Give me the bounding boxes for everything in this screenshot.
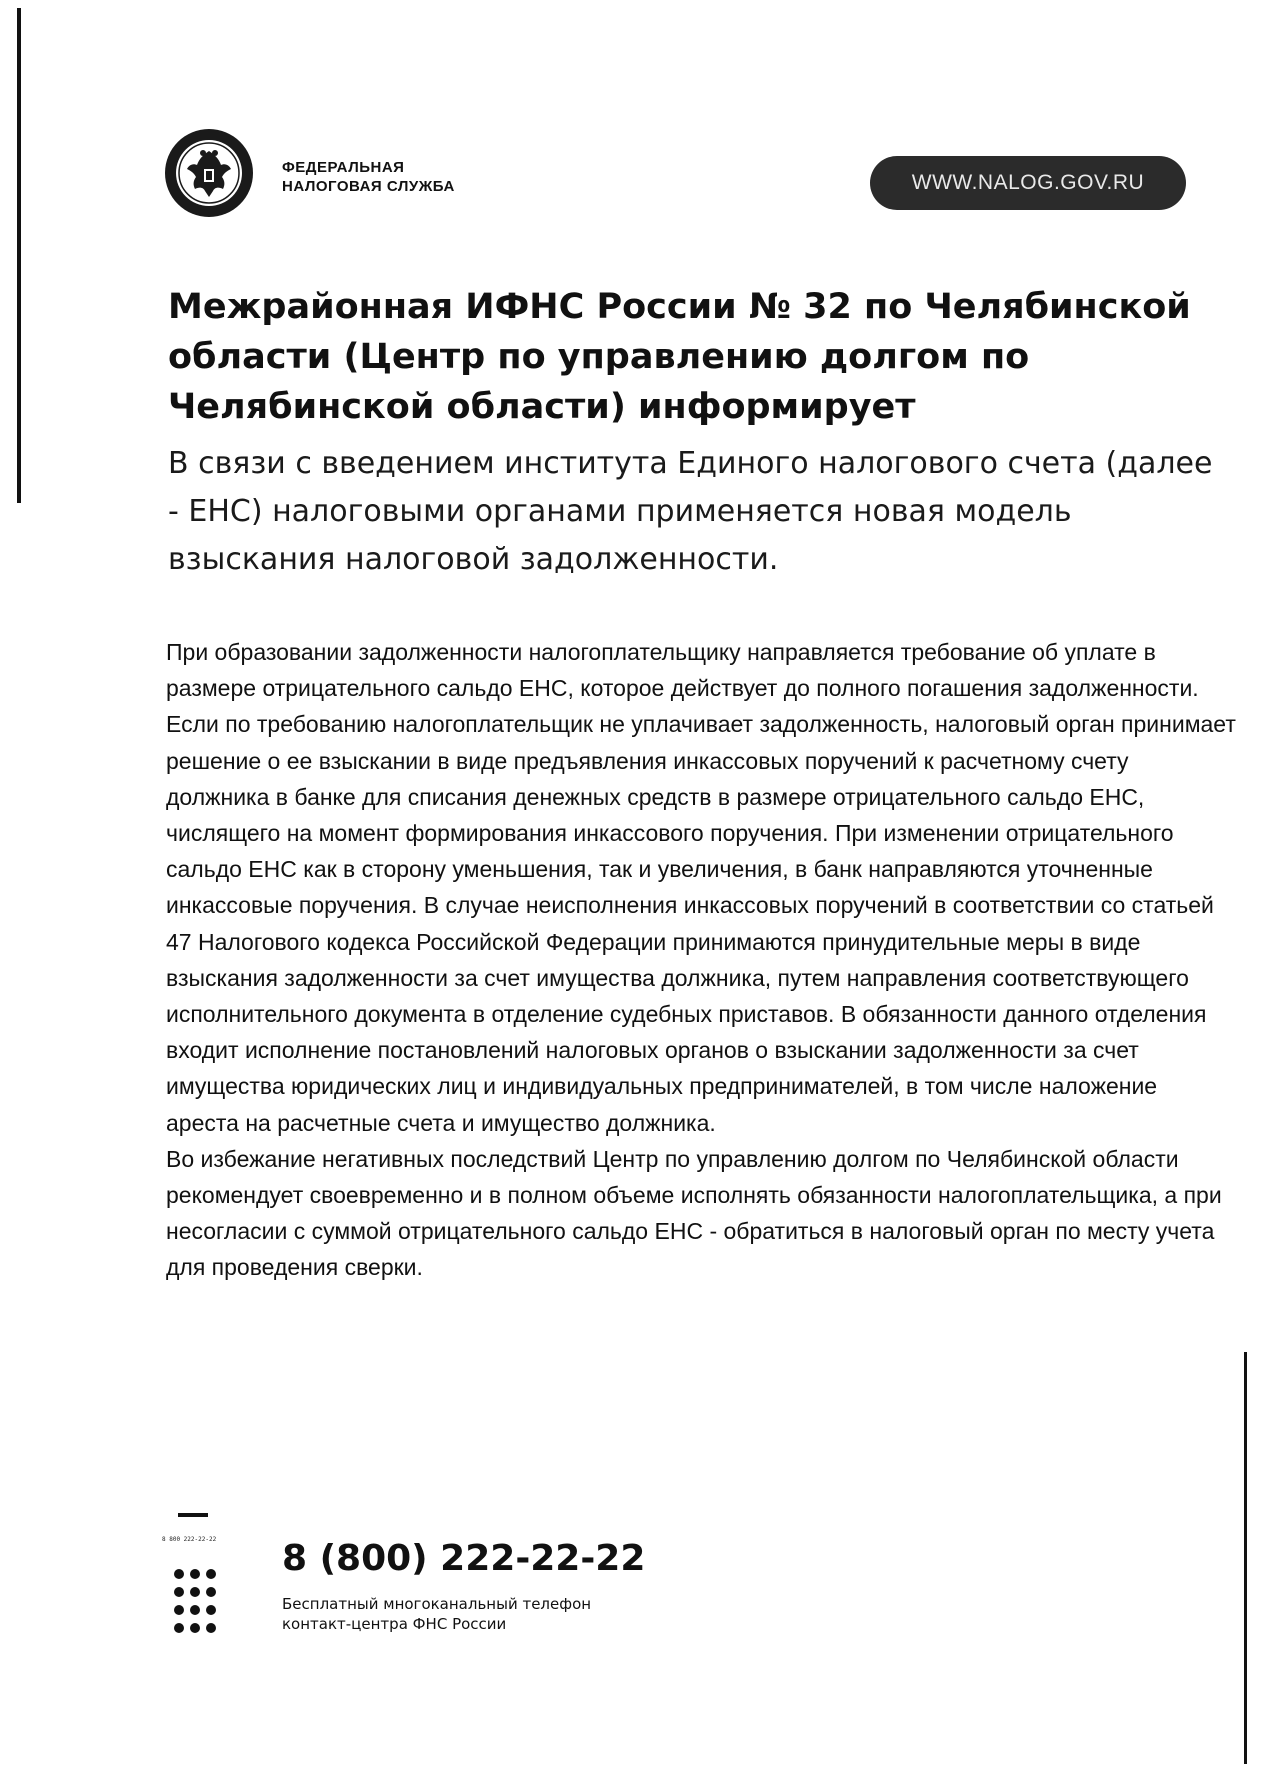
lead-paragraph: В связи с введением института Единого налогового счета (далее - ЕНС) налоговыми органами применяется новая модель взыскания налоговой задолженности. (168, 446, 1213, 577)
org-name-line2: НАЛОГОВАЯ СЛУЖБА (282, 178, 455, 195)
keypad-icon (170, 1566, 220, 1638)
phone-caption-line2: контакт-центра ФНС России (282, 1615, 507, 1633)
contact-phone[interactable]: 8 (800) 222-22-22 (282, 1538, 646, 1579)
website-label: WWW.NALOG.GOV.RU (911, 171, 1145, 194)
tiny-phone-number: 8 800 222-22-22 (162, 1536, 217, 1543)
body-text (166, 634, 1236, 1286)
scan-edge-right (1244, 1352, 1247, 1764)
page-title: Межрайонная ИФНС России № 32 по Челябинской области (Центр по управлению долгом по Челябинской области) информирует (168, 287, 1191, 427)
phone-caption (282, 1594, 591, 1634)
body-paragraph-1: При образовании задолженности налогоплательщику направляется требование об уплате в размере отрицательного сальдо ЕНС, которое действует до полного погашения задолженности. Если по требованию налогоплательщик не уплачивает задолженность, налоговый орган принимает решение о ее взыскании в виде предъявления инкассовых поручений к расчетному счету должника в банке для списания денежных средств в размере отрицательного сальдо ЕНС, числящего на момент формирования инкассового поручения. При изменении отрицательного сальдо ЕНС как в сторону уменьшения, так и увеличения, в банк направляются уточненные инкассовые поручения. В случае неисполнения инкассовых поручений в соответствии со статьей 47 Налогового кодекса Российской Федерации принимаются принудительные меры в виде взыскания задолженности за счет имущества должника, путем направления соответствующего исполнительного документа в отделение судебных приставов. В обязанности данного отделения входит исполнение постановлений налоговых органов о взыскании задолженности за счет имущества юридических лиц и индивидуальных предпринимателей, в том числе наложение ареста на расчетные счета и имущество должника. (166, 639, 1236, 1136)
org-name-line1: ФЕДЕРАЛЬНАЯ (282, 159, 405, 176)
footer-dash (178, 1513, 208, 1517)
fns-emblem-icon (163, 127, 255, 219)
phone-caption-line1: Бесплатный многоканальный телефон (282, 1595, 592, 1613)
scan-edge-left (17, 8, 21, 503)
website-link[interactable] (870, 156, 1186, 210)
org-name (282, 158, 455, 196)
body-paragraph-2: Во избежание негативных последствий Центр по управлению долгом по Челябинской области рекомендует своевременно и в полном объеме исполнять обязанности налогоплательщика, а при несогласии с суммой отрицательного сальдо ЕНС - обратиться в налоговый орган по месту учета для проведения сверки. (166, 1145, 1222, 1281)
